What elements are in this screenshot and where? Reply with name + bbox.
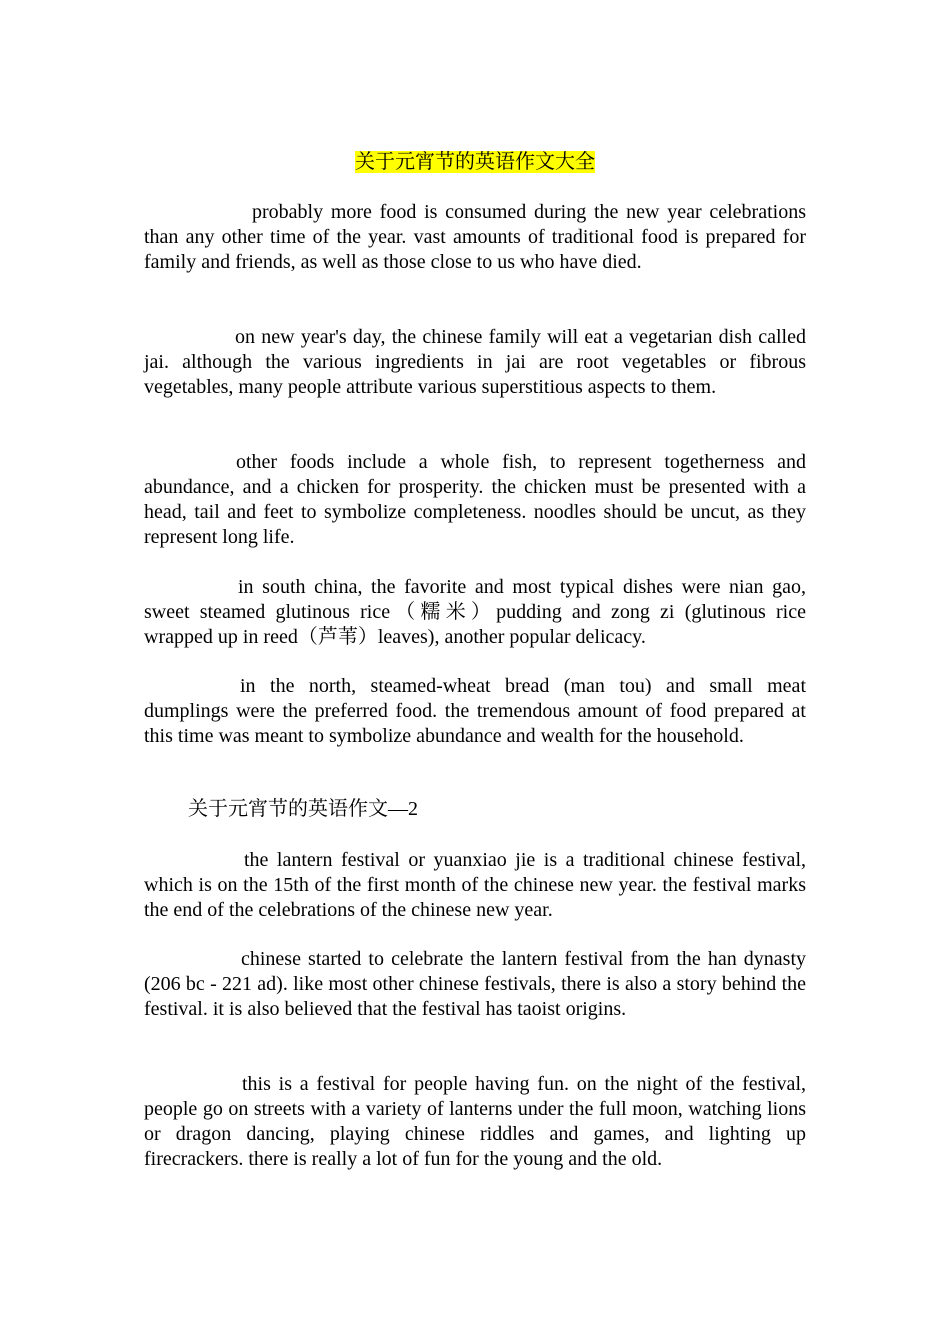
- paragraph-5: in the north, steamed-wheat bread (man tou) and small meat dumplings were the preferred food. the tremendous amount of food prepared at this time was meant to symbolize abundance and wealth for the household.: [144, 675, 806, 747]
- section-heading-2: 关于元宵节的英语作文—2: [188, 798, 418, 820]
- paragraph-4: in south china, the favorite and most typical dishes were nian gao, sweet steamed glutinous rice（糯米）pudding and zong zi (glutinous rice wrapped up in reed（芦苇）leaves), another popular delicacy.: [144, 576, 806, 648]
- paragraph-2: on new year's day, the chinese family will eat a vegetarian dish called jai. although the various ingredients in jai are root vegetables or fibrous vegetables, many people attribute various superstitious aspects to them.: [144, 326, 806, 398]
- paragraph-1: probably more food is consumed during the new year celebrations than any other time of the year. vast amounts of traditional food is prepared for family and friends, as well as those close to us who have died.: [144, 201, 806, 273]
- paragraph-8: this is a festival for people having fun. on the night of the festival, people go on streets with a variety of lanterns under the full moon, watching lions or dragon dancing, playing chinese riddles and games, and lighting up firecrackers. there is really a lot of fun for the young and the old.: [144, 1073, 806, 1170]
- title-block: [144, 148, 806, 176]
- paragraph-6: the lantern festival or yuanxiao jie is a traditional chinese festival, which is on the 15th of the first month of the chinese new year. the festival marks the end of the celebrations of the chinese new year.: [144, 849, 806, 921]
- paragraph-3: other foods include a whole fish, to represent togetherness and abundance, and a chicken for prosperity. the chicken must be presented with a head, tail and feet to symbolize completeness. noodles should be uncut, as they represent long life.: [144, 451, 806, 548]
- page-title: 关于元宵节的英语作文大全: [355, 151, 595, 173]
- paragraph-7: chinese started to celebrate the lantern festival from the han dynasty (206 bc - 221 ad). like most other chinese festivals, there is also a story behind the festival. it is also believed that the festival has taoist origins.: [144, 948, 806, 1020]
